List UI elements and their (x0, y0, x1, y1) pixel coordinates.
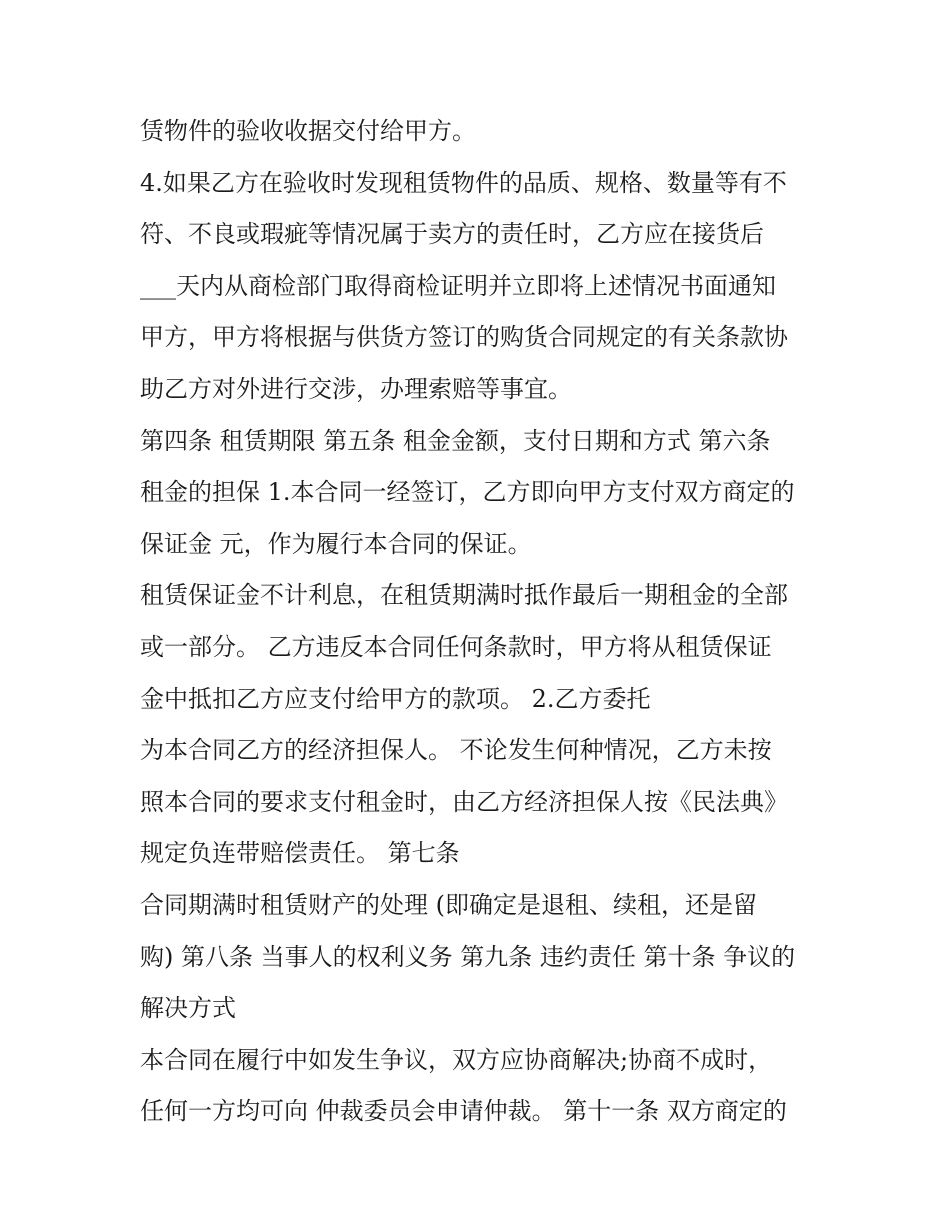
text-line: 本合同在履行中如发生争议，双方应协商解决;协商不成时， (140, 1045, 773, 1074)
text-line: ___天内从商检部门取得商检证明并立即将上述情况书面通知 (140, 271, 776, 300)
text-line: 符、不良或瑕疵等情况属于卖方的责任时，乙方应在接货后 (140, 220, 764, 249)
text-line: 第四条 租赁期限 第五条 租金金额，支付日期和方式 第六条 (140, 426, 771, 455)
contract-text-body (140, 106, 830, 1138)
text-line: 金中抵扣乙方应支付给甲方的款项。 2.乙方委托 (140, 684, 651, 713)
text-line: 租金的担保 1.本合同一经签订，乙方即向甲方支付双方商定的 (140, 478, 795, 507)
text-line: 为本合同乙方的经济担保人。 不论发生何种情况，乙方未按 (140, 736, 772, 765)
text-line: 解决方式 (140, 994, 236, 1023)
text-line: 保证金 元，作为履行本合同的保证。 (140, 529, 532, 558)
text-line: 租赁保证金不计利息，在租赁期满时抵作最后一期租金的全部 (140, 581, 788, 610)
text-line: 4.如果乙方在验收时发现租赁物件的品质、规格、数量等有不 (140, 168, 787, 197)
text-line: 或一部分。 乙方违反本合同任何条款时，甲方将从租赁保证 (140, 632, 772, 661)
text-line: 助乙方对外进行交涉，办理索赔等事宜。 (140, 374, 572, 403)
text-line: 任何一方均可向 仲裁委员会申请仲裁。 第十一条 双方商定的 (140, 1097, 787, 1126)
text-line: 合同期满时租赁财产的处理 (即确定是退租、续租，还是留 (140, 890, 757, 919)
text-line: 赁物件的验收收据交付给甲方。 (140, 117, 476, 145)
text-line: 甲方，甲方将根据与供货方签订的购货合同规定的有关条款协 (140, 323, 788, 352)
text-line: 规定负连带赔偿责任。 第七条 (140, 839, 460, 868)
text-line: 购) 第八条 当事人的权利义务 第九条 违约责任 第十条 争议的 (140, 942, 796, 971)
text-line: 照本合同的要求支付租金时，由乙方经济担保人按《民法典》 (140, 787, 788, 816)
